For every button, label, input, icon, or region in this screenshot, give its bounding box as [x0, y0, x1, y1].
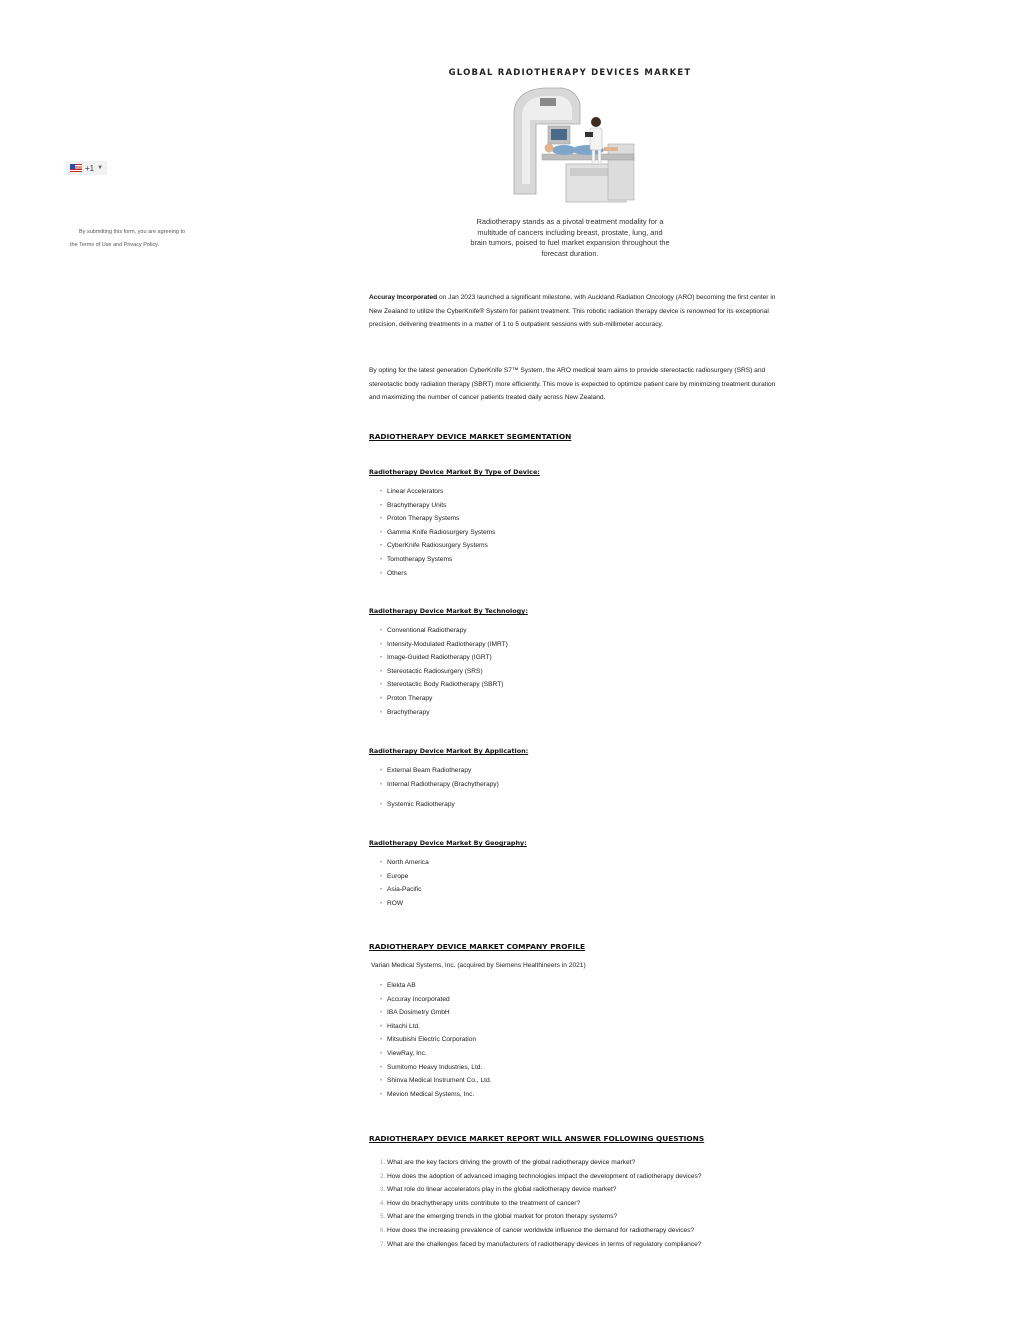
- list-item: • Stereotactic Body Radiotherapy (SBRT): [380, 678, 508, 692]
- list-item: • IBA Dosimetry GmbH: [380, 1006, 491, 1020]
- list-item: • Brachytherapy Units: [380, 499, 495, 513]
- list-item: 6. How does the increasing prevalence of cancer worldwide influence the demand for radiotherapy devices?: [380, 1226, 695, 1234]
- application-list: [380, 764, 499, 791]
- list-item: • Mitsubishi Electric Corporation: [380, 1033, 491, 1047]
- list-item: • Conventional Radiotherapy: [380, 624, 508, 638]
- geography-list: [380, 856, 429, 910]
- company-name: Accuray Incorporated: [369, 294, 438, 301]
- chevron-down-icon: ▼: [97, 165, 104, 171]
- terms-privacy-link[interactable]: the Terms of Use and Privacy Policy.: [70, 242, 160, 248]
- company-first: Varian Medical Systems, Inc. (acquired by Siemens Healthineers in 2021): [371, 962, 586, 969]
- list-item: • Internal Radiotherapy (Brachytherapy): [380, 778, 499, 792]
- us-flag-icon: [70, 164, 82, 172]
- application-list-extra: [380, 798, 455, 812]
- list-item: 7. What are the challenges faced by manufacturers of radiotherapy devices in terms of regulatory compliance?: [380, 1240, 702, 1248]
- intro-paragraph: [369, 291, 777, 332]
- list-item: 2. How does the adoption of advanced imaging technologies impact the development of radiotherapy devices?: [380, 1172, 702, 1180]
- list-item: • Gamma Knife Radiosurgery Systems: [380, 526, 495, 540]
- list-item: • Stereotactic Radiosurgery (SRS): [380, 665, 508, 679]
- list-item: • Brachytherapy: [380, 706, 508, 720]
- list-item: • Intensity-Modulated Radiotherapy (IMRT): [380, 638, 508, 652]
- type-heading: Radiotherapy Device Market By Type of Device:: [369, 468, 540, 476]
- list-item: • North America: [380, 856, 429, 870]
- page-title: GLOBAL RADIOTHERAPY DEVICES MARKET: [448, 68, 692, 78]
- questions-heading: RADIOTHERAPY DEVICE MARKET REPORT WILL ANSWER FOLLOWING QUESTIONS: [369, 1134, 705, 1143]
- list-item: • Accuray Incorporated: [380, 993, 491, 1007]
- list-item: • Mevion Medical Systems, Inc.: [380, 1088, 491, 1102]
- image-caption: Radiotherapy stands as a pivotal treatment modality for a multitude of cancers including breast, prostate, lung, and brain tumors, poised to fuel market expansion throughout the forecast duration.: [470, 217, 670, 258]
- list-item: • Linear Accelerators: [380, 485, 495, 499]
- list-item: • Elekta AB: [380, 979, 491, 993]
- phone-country-selector[interactable]: [66, 161, 107, 175]
- list-item: • ROW: [380, 897, 429, 911]
- radiotherapy-device-image: [496, 84, 644, 210]
- list-item: • Sumitomo Heavy Industries, Ltd.: [380, 1061, 491, 1075]
- list-item: • Asia-Pacific: [380, 883, 429, 897]
- type-list: [380, 485, 495, 580]
- company-list: [380, 979, 491, 1101]
- segmentation-heading: RADIOTHERAPY DEVICE MARKET SEGMENTATION: [369, 432, 572, 441]
- list-item: • Others: [380, 567, 495, 581]
- technology-list: [380, 624, 508, 719]
- list-item: • Image-Guided Radiotherapy (IGRT): [380, 651, 508, 665]
- list-item: • External Beam Radiotherapy: [380, 764, 499, 778]
- technology-heading: Radiotherapy Device Market By Technology:: [369, 607, 528, 615]
- company-profile-heading: RADIOTHERAPY DEVICE MARKET COMPANY PROFILE: [369, 942, 586, 951]
- geography-heading: Radiotherapy Device Market By Geography:: [369, 839, 527, 847]
- intro-text: on Jan 2023 launched a significant milestone, with Auckland Radiation Oncology (ARO) becoming the first center in New Zealand to utilize the CyberKnife® System for patient treatment. This robotic radiation therapy device is renowned for its exceptional precision, delivering treatments in a matter of 1 to 5 outpatient sessions with sub-millimeter accuracy.: [369, 294, 776, 329]
- list-item: 1. What are the key factors driving the growth of the global radiotherapy device market?: [380, 1159, 636, 1166]
- list-item: • CyberKnife Radiosurgery Systems: [380, 539, 495, 553]
- list-item: 5. What are the emerging trends in the global market for proton therapy systems?: [380, 1213, 618, 1221]
- list-item: • Systemic Radiotherapy: [380, 798, 455, 812]
- list-item: • Proton Therapy: [380, 692, 508, 706]
- list-item: • Europe: [380, 870, 429, 884]
- list-item: • Tomotherapy Systems: [380, 553, 495, 567]
- second-paragraph: By opting for the latest generation CyberKnife S7™ System, the ARO medical team aims to provide stereotactic radiosurgery (SRS) and stereotactic body radiation therapy (SBRT) more efficiently. This move is expected to optimize patient care by minimizing treatment duration and maximizing the number of cancer patients treated daily across New Zealand.: [369, 367, 776, 402]
- application-heading: Radiotherapy Device Market By Application:: [369, 747, 529, 755]
- list-item: 3. What role do linear accelerators play in the global radiotherapy device market?: [380, 1186, 617, 1194]
- phone-country-code: +1: [85, 163, 95, 173]
- list-item: • Proton Therapy Systems: [380, 512, 495, 526]
- list-item: • Hitachi Ltd.: [380, 1020, 491, 1034]
- form-consent-text: By submitting this form, you are agreeing to: [79, 229, 186, 235]
- list-item: • Shinva Medical Instrument Co., Ltd.: [380, 1074, 491, 1088]
- list-item: • ViewRay, Inc.: [380, 1047, 491, 1061]
- list-item: 4. How do brachytherapy units contribute to the treatment of cancer?: [380, 1199, 581, 1207]
- questions-list: [380, 1156, 702, 1251]
